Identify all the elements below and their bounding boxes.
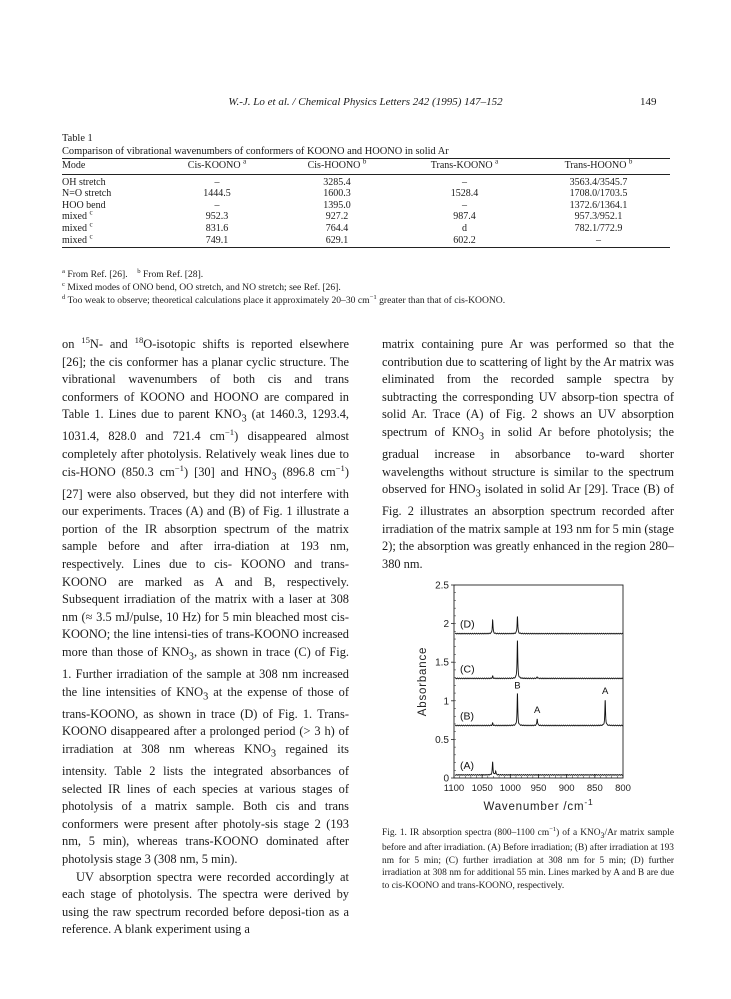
x-tick-label: 900 bbox=[558, 783, 575, 794]
table-footnote-c: $^c$ Mixed modes of ONO bend, OO stretch, and NO stretch; see Ref. [26]. bbox=[62, 280, 341, 293]
trace-label: (D) bbox=[460, 618, 475, 631]
x-axis-label: Wavenumber $/cm^{-1}$ bbox=[483, 797, 594, 813]
left-column bbox=[62, 336, 349, 939]
header-cis-hoono: Cis-HOONO $^b$ bbox=[272, 159, 402, 175]
table-header-row bbox=[62, 159, 670, 175]
chart-labels bbox=[460, 619, 609, 772]
table-row: OH stretch – 3285.4 – 3563.4/3545.7 bbox=[62, 176, 628, 188]
chart-traces bbox=[455, 617, 623, 776]
header-trans-hoono: Trans-HOONO $^b$ bbox=[527, 159, 670, 175]
table-footnote-ab: $^a$ From Ref. [26]. $^b$ From Ref. [28]. bbox=[62, 267, 204, 280]
spectrum-trace bbox=[455, 617, 623, 634]
x-tick-label: 950 bbox=[530, 783, 547, 794]
y-tick-label: 1 bbox=[443, 696, 449, 708]
header-trans-koono: Trans-KOONO $^a$ bbox=[402, 159, 527, 175]
plot-frame bbox=[454, 585, 623, 778]
x-tick-label: 1100 bbox=[443, 783, 465, 794]
paragraph-1: on $^{15}$N- and $^{18}$O-isotopic shifts is reported elsewhere [26]; the cis conformer has a planar cyclic structure. The vibrational wavenumbers of both cis and trans conformers of KOONO and HOONO are compared in Table 1. Lines due to parent $KNO_3$ (at 1460.3, 1293.4, 1031.4, 828.0 and 721.4 $cm^{-1}$) disappeared almost completely after photolysis. Relatively weak lines due to cis-HONO (850.3 $cm^{-1}$) [30] and $HNO_3$ (896.8 $cm^{-1}$) [27] were also observed, but they did not interfere with our experiments. Traces (A) and (B) of Fig. 1 illustrate a portion of the IR absorption spectrum of the matrix sample before and after irra-diation at 193 nm, respectively. Lines due to cis- KOONO and trans-KOONO are marked as A and B, respectively. Subsequent irradiation of the matrix with a laser at 308 nm (≈ 3.5 mJ/pulse, 10 Hz) for 5 min bleached most cis-KOONO; the line intensi-ties of trans-KOONO increased more than those of $KNO_3$, as shown in trace (C) of Fig. 1. Further irradiation of the sample at 308 nm increased the line intensities of $KNO_3$ at the expense of those of trans-KOONO, as shown in trace (D) of Fig. 1. Trans-KOONO disappeared after a prolonged period (> 3 h) of irradiation at 308 nm whereas $KNO_3$ regained its intensity. Table 2 lists the integrated absorbances of selected IR lines of each species at various stages of photolysis of a matrix sample. Both cis and trans conformers were present after photoly-sis stage 2 (193 nm, 5 min), whereas trans-KOONO dominated after photolysis stage 3 (308 nm, 5 min). bbox=[62, 334, 350, 866]
y-tick-label: 1.5 bbox=[435, 657, 449, 669]
y-tick-label: 0 bbox=[443, 773, 449, 785]
table-1 bbox=[62, 158, 670, 248]
x-tick-label: 850 bbox=[586, 783, 603, 794]
x-tick-label: 1050 bbox=[471, 783, 493, 794]
y-tick-label: 2.5 bbox=[435, 580, 449, 592]
y-axis-label: Absorbance bbox=[417, 646, 429, 717]
paragraph-3: matrix containing pure Ar was performed so that the contribution due to scattering of light by the Ar matrix was eliminated from the recorded sample spectra by subtracting the corresponding UV absorp-tion spectra of solid Ar. Trace (A) of Fig. 2 shows an UV absorption spectrum of $KNO_3$ in solid Ar before photolysis; the gradual increase in absorbance to-ward shorter wavelengths without structure is similar to the spectrum observed for $HNO_3$ isolated in solid Ar [29]. Trace (B) of Fig. 2 illustrates an absorption spectrum recorded after irradiation of the matrix sample at 193 nm for 5 min (stage 2); the absorption was greatly enhanced in the region 280–380 nm. bbox=[382, 337, 675, 572]
trace-label: (A) bbox=[460, 759, 474, 772]
y-tick-label: 2 bbox=[443, 619, 449, 631]
table-title: Comparison of vibrational wavenumbers of conformers of KOONO and HOONO in solid Ar bbox=[62, 146, 449, 157]
x-tick-label: 800 bbox=[615, 783, 631, 794]
page-number: 149 bbox=[640, 96, 657, 108]
header-mode: Mode bbox=[62, 159, 162, 175]
figure-1-chart bbox=[382, 562, 674, 824]
table-caption bbox=[62, 132, 449, 158]
trace-label: (C) bbox=[460, 663, 475, 676]
y-tick-label: 0.5 bbox=[435, 734, 449, 746]
trace-label: (B) bbox=[460, 710, 474, 723]
table-row: HOO bend – 1395.0 – 1372.6/1364.1 bbox=[62, 199, 628, 211]
peak-annotation: A bbox=[534, 705, 541, 717]
right-column bbox=[382, 336, 674, 574]
table-row: mixed $^c$ 952.3 927.2 987.4 957.3/952.1 bbox=[62, 209, 623, 223]
table-row: N=O stretch 1444.5 1600.3 1528.4 1708.0/1703.5 bbox=[62, 188, 628, 200]
spectrum-trace bbox=[455, 641, 623, 679]
peak-annotation: B bbox=[514, 680, 521, 692]
table-row: mixed $^c$ 749.1 629.1 602.2 – bbox=[62, 235, 670, 248]
table-label: Table 1 bbox=[62, 133, 93, 144]
table-footnote-d: $^d$ Too weak to observe; theoretical calculations place it approximately 20–30 $cm^{-1}$ greater than that of cis-KOONO. bbox=[62, 293, 506, 306]
peak-annotation: A bbox=[602, 685, 609, 697]
paragraph-2: UV absorption spectra were recorded accordingly at each stage of photolysis. The spectra were derived by using the raw spectrum recorded before deposi-tion as a reference. A blank experiment using a bbox=[62, 869, 349, 937]
header-cis-koono: Cis-KOONO $^a$ bbox=[162, 159, 272, 175]
x-tick-label: 1000 bbox=[499, 783, 521, 794]
spectrum-trace bbox=[455, 759, 623, 776]
running-header bbox=[0, 96, 731, 112]
figure-1-caption: Fig. 1. IR absorption spectra (800–1100 $cm^{-1}$) of a $KNO_3/Ar$ matrix sample before and after irradiation. (A) Before irradiation; (B) after irradiation at 193 nm for 5 min; (C) further irradiation at 308 nm for 5 min; (D) further irradiation at 308 nm for additional 55 min. Lines marked by A and B are due to cis-KOONO and trans-KOONO, respectively. bbox=[382, 825, 674, 891]
table-row: mixed $^c$ 831.6 764.4 d 782.1/772.9 bbox=[62, 220, 623, 234]
chart-axes bbox=[417, 581, 631, 814]
running-title: W.-J. Lo et al. / Chemical Physics Letters 242 (1995) 147–152 bbox=[228, 96, 503, 108]
